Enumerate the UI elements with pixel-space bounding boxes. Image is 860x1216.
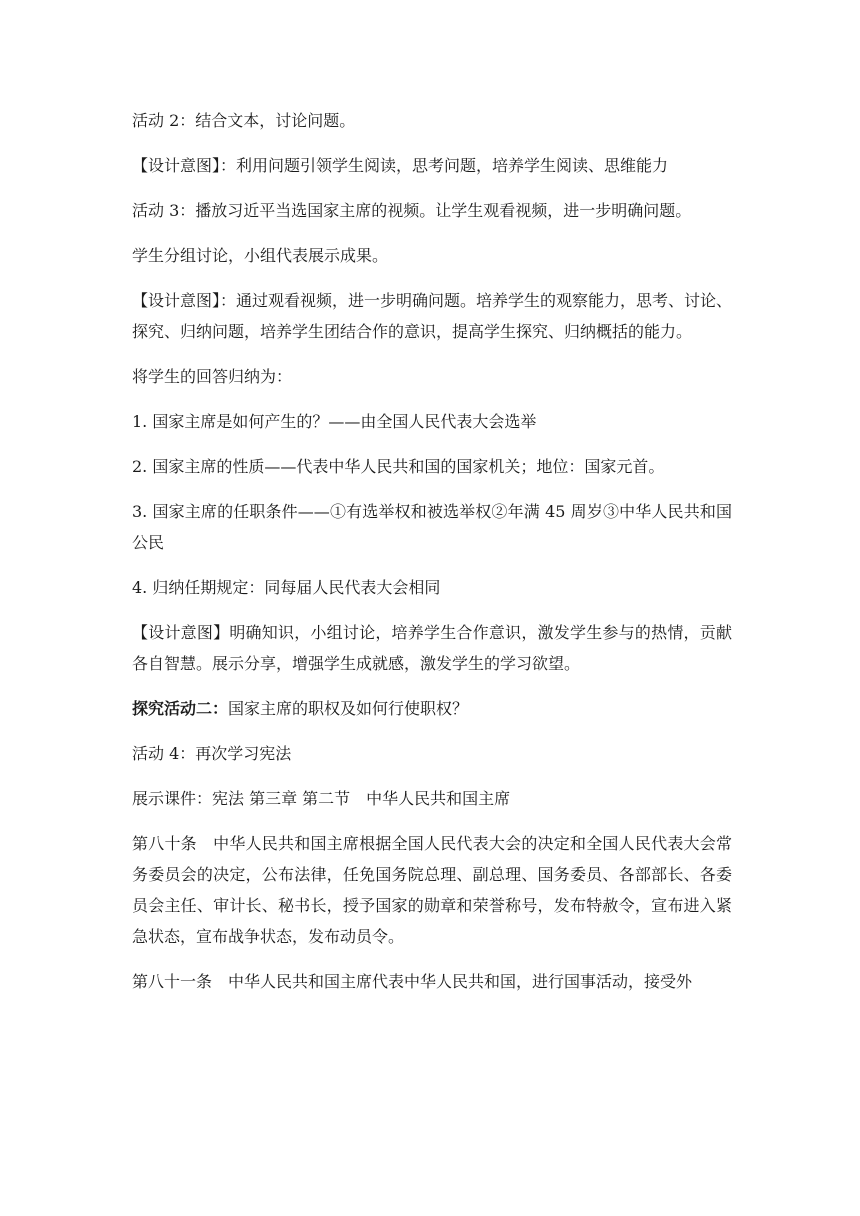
inquiry-question: 国家主席的职权及如何行使职权？ [228, 699, 469, 718]
list-item-4: 4. 归纳任期规定：同每届人民代表大会相同 [132, 578, 441, 597]
paragraph-design-intent-3: 【设计意图】明确知识，小组讨论，培养学生合作意识，激发学生参与的热情，贡献各自智慧。展示分享，增强学生成就感，激发学生的学习欲望。 [132, 623, 732, 673]
inquiry-heading: 探究活动二： [132, 699, 229, 718]
paragraph-activity-3: 活动 3：播放习近平当选国家主席的视频。让学生观看视频，进一步明确问题。 [132, 201, 692, 220]
paragraph-activity-4: 活动 4：再次学习宪法 [132, 744, 292, 763]
paragraph-courseware: 展示课件：宪法 第三章 第二节 中华人民共和国主席 [132, 789, 511, 808]
document-page [132, 0, 732, 1011]
list-item-2: 2. 国家主席的性质——代表中华人民共和国的国家机关；地位：国家元首。 [132, 457, 665, 476]
paragraph-article-80: 第八十条 中华人民共和国主席根据全国人民代表大会的决定和全国人民代表大会常务委员会的决定，公布法律，任免国务院总理、副总理、国务委员、各部部长、各委员会主任、审计长、秘书长，授予国家的勋章和荣誉称号，发布特赦令，宣布进入紧急状态，宣布战争状态，发布动员令。 [132, 834, 732, 946]
paragraph-inquiry-activity-2 [132, 693, 732, 724]
paragraph-summary-intro: 将学生的回答归纳为： [132, 367, 293, 386]
paragraph-article-81: 第八十一条 中华人民共和国主席代表中华人民共和国，进行国事活动，接受外 [132, 972, 693, 991]
paragraph-design-intent-2: 【设计意图】：通过观看视频，进一步明确问题。培养学生的观察能力，思考、讨论、探究、归纳问题，培养学生团结合作的意识，提高学生探究、归纳概括的能力。 [132, 291, 733, 341]
list-item-3: 3. 国家主席的任职条件——①有选举权和被选举权②年满 45 周岁③中华人民共和国公民 [132, 502, 732, 552]
list-item-1: 1. 国家主席是如何产生的？——由全国人民代表大会选举 [132, 412, 537, 431]
paragraph-activity-2: 活动 2：结合文本，讨论问题。 [132, 111, 356, 130]
paragraph-group-discussion: 学生分组讨论，小组代表展示成果。 [132, 246, 389, 265]
paragraph-design-intent-1: 【设计意图】：利用问题引领学生阅读，思考问题，培养学生阅读、思维能力 [132, 156, 669, 175]
